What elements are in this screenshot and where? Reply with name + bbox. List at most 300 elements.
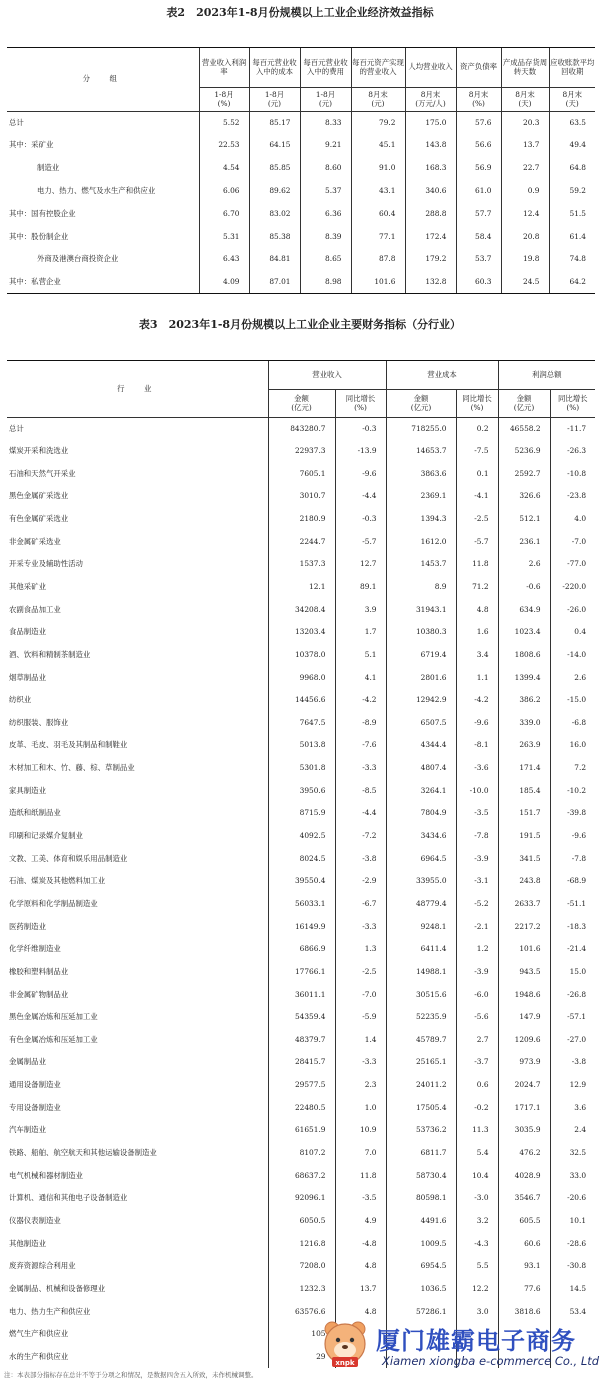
table-row	[7, 1097, 595, 1120]
table-row	[7, 848, 595, 871]
table2-col-period	[351, 88, 405, 112]
table-cell: -3.9	[456, 961, 498, 984]
table-cell: 56.9	[456, 157, 501, 180]
table-cell: 0.1	[456, 463, 498, 486]
row-label: 化学纤维制造业	[9, 944, 61, 954]
table-cell: 191.5	[498, 825, 550, 848]
table-cell: -27.0	[550, 1029, 595, 1052]
growth-unit: (%)	[354, 402, 367, 412]
table-cell: 3.9	[335, 599, 386, 622]
table-row	[7, 440, 595, 463]
table-row	[7, 870, 595, 893]
table3-industry-header: 行 业	[7, 361, 268, 418]
table-cell: 2592.7	[498, 463, 550, 486]
unit-label: (天)	[518, 98, 532, 108]
table-cell: 34208.4	[268, 599, 335, 622]
table-cell: 0.6	[456, 1074, 498, 1097]
table-cell: 77.1	[351, 225, 405, 248]
table-cell: 20.3	[501, 112, 549, 135]
table-cell: 5.5	[456, 1255, 498, 1278]
table-cell: 6507.5	[386, 712, 456, 735]
table-cell: 179.2	[405, 248, 456, 271]
row-label: 其中：私营企业	[7, 271, 199, 294]
table-cell: 341.5	[498, 848, 550, 871]
table-cell: 4092.5	[268, 825, 335, 848]
table-cell: -3.3	[335, 1051, 386, 1074]
table-cell: -14.0	[550, 644, 595, 667]
table-cell: 605.5	[498, 1210, 550, 1233]
table-cell: -3.7	[456, 1051, 498, 1074]
table-cell: 2180.9	[268, 508, 335, 531]
row-label: 黑色金属冶炼和压延加工业	[9, 1012, 98, 1022]
table-cell: 5301.8	[268, 757, 335, 780]
table-cell: -0.3	[335, 418, 386, 441]
table-cell: 10.9	[335, 1119, 386, 1142]
period-label: 1-8月	[315, 89, 336, 99]
table-cell: 5013.8	[268, 734, 335, 757]
row-label: 总计	[9, 117, 24, 127]
table2-col-period	[549, 88, 595, 112]
table-cell: 24011.2	[386, 1074, 456, 1097]
row-label: 废弃资源综合利用业	[9, 1261, 76, 1271]
table-cell: 4.1	[335, 667, 386, 690]
table-cell: 43.1	[351, 180, 405, 203]
table-cell: 2369.1	[386, 485, 456, 508]
table-cell: 973.9	[498, 1051, 550, 1074]
row-label: 酒、饮料和精制茶制造业	[9, 649, 91, 659]
table-cell: 172.4	[405, 225, 456, 248]
growth-col-header	[550, 390, 595, 418]
table-cell: 17766.1	[268, 961, 335, 984]
row-label: 其他采矿业	[9, 582, 46, 591]
table-cell: 89.62	[249, 180, 300, 203]
table-cell: -4.2	[335, 689, 386, 712]
row-label: 化学原料和化学制品制造业	[9, 898, 98, 908]
row-label: 石油和天然气开采业	[9, 468, 76, 478]
table-cell: -10.0	[456, 780, 498, 803]
table-cell: 3434.6	[386, 825, 456, 848]
table-cell: 1394.3	[386, 508, 456, 531]
table-cell: 3818.6	[498, 1300, 550, 1323]
table-cell: 71.2	[456, 576, 498, 599]
table-row	[7, 689, 595, 712]
table-cell: 8715.9	[268, 802, 335, 825]
table-cell: 57.7	[456, 203, 501, 226]
row-label: 总计	[9, 423, 24, 433]
table-cell: 1.6	[456, 621, 498, 644]
table-cell: -7.6	[335, 734, 386, 757]
row-label: 印刷和记录媒介复制业	[9, 831, 83, 841]
table-cell: 8.98	[300, 271, 351, 294]
table-cell: 29577.5	[268, 1074, 335, 1097]
table2-col-period	[501, 88, 549, 112]
table-cell: 4.0	[550, 508, 595, 531]
table-cell: 10380.3	[386, 621, 456, 644]
table-row	[7, 1074, 595, 1097]
table-cell: 49.4	[549, 134, 595, 157]
table-row	[7, 1142, 595, 1165]
table-cell: 7.2	[550, 757, 595, 780]
row-label: 金属制品业	[9, 1057, 46, 1067]
table-cell: 6.70	[199, 203, 249, 226]
table-cell: 4028.9	[498, 1165, 550, 1188]
table-cell: -30.8	[550, 1255, 595, 1278]
table-cell: 14988.1	[386, 961, 456, 984]
table-row	[7, 961, 595, 984]
table-cell: 19.8	[501, 248, 549, 271]
table-cell: 3950.6	[268, 780, 335, 803]
table-row	[7, 802, 595, 825]
growth-label: 同比增长	[345, 393, 376, 403]
table-cell: 25165.1	[386, 1051, 456, 1074]
table-cell: -15.0	[550, 689, 595, 712]
period-label: 8月末	[420, 89, 441, 99]
amount-col-header	[498, 390, 550, 418]
table-cell: -10.8	[550, 463, 595, 486]
table-cell: -18.3	[550, 916, 595, 939]
table-cell: 3.6	[550, 1097, 595, 1120]
table-cell: 4.8	[335, 1300, 386, 1323]
growth-unit: (%)	[566, 402, 580, 412]
watermark	[300, 1315, 600, 1377]
table-cell: 1717.1	[498, 1097, 550, 1120]
table-cell: 476.2	[498, 1142, 550, 1165]
amount-label: 金额	[294, 393, 309, 403]
row-label: 金属制品、机械和设备修理业	[9, 1283, 106, 1293]
row-label: 食品制造业	[9, 627, 46, 637]
table-cell: 61.4	[549, 225, 595, 248]
table-row	[7, 1165, 595, 1188]
table-row	[7, 916, 595, 939]
table-cell: -68.9	[550, 870, 595, 893]
table-row	[7, 157, 595, 180]
table2-col-period	[405, 88, 456, 112]
table3-group-header: 利润总额	[498, 361, 595, 390]
table2-col-header: 营业收入利润率	[199, 48, 249, 88]
table-cell: 59.2	[549, 180, 595, 203]
table-cell: 8024.5	[268, 848, 335, 871]
table-cell: 168.3	[405, 157, 456, 180]
table-cell: 6811.7	[386, 1142, 456, 1165]
row-label: 其他制造业	[9, 1238, 46, 1248]
row-label: 有色金属矿采选业	[9, 514, 69, 524]
table3-group-header: 营业收入	[268, 361, 386, 390]
bear-mascot-logo	[320, 1317, 370, 1371]
table-cell: -20.6	[550, 1187, 595, 1210]
table-row	[7, 621, 595, 644]
table-cell: 24.5	[501, 271, 549, 294]
table2-col-header: 每百元资产实现的营业收入	[351, 48, 405, 88]
table-cell: 91.0	[351, 157, 405, 180]
table-row	[7, 712, 595, 735]
table-cell: 7647.5	[268, 712, 335, 735]
table-cell: 4.9	[335, 1210, 386, 1233]
row-label: 电力、热力、燃气及水生产和供应业	[37, 185, 156, 195]
growth-unit: (%)	[470, 402, 484, 412]
table-cell: 32.5	[550, 1142, 595, 1165]
row-label: 黑色金属矿采选业	[9, 491, 69, 501]
table-cell: 8107.2	[268, 1142, 335, 1165]
row-label: 医药制造业	[9, 921, 46, 931]
table-cell: 8.39	[300, 225, 351, 248]
table-row	[7, 1006, 595, 1029]
table-cell: -4.3	[456, 1233, 498, 1256]
row-label: 外商及港澳台商投资企业	[37, 254, 119, 264]
table-cell: 10.4	[456, 1165, 498, 1188]
row-label: 专用设备制造业	[9, 1102, 61, 1112]
table-cell: 85.85	[249, 157, 300, 180]
table2-col-period	[300, 88, 351, 112]
table-cell: -8.1	[456, 734, 498, 757]
table-cell: -7.0	[550, 531, 595, 554]
table-cell: -2.5	[456, 508, 498, 531]
table-row	[7, 599, 595, 622]
table-cell: 843280.7	[268, 418, 335, 441]
table-cell: 6.36	[300, 203, 351, 226]
table-row	[7, 112, 595, 135]
table-cell: 22937.3	[268, 440, 335, 463]
table2-col-header: 每百元营业收入中的费用	[300, 48, 351, 88]
period-label: 8月末	[515, 89, 535, 99]
table-cell: 151.7	[498, 802, 550, 825]
table-cell: 33955.0	[386, 870, 456, 893]
table-cell: 1023.4	[498, 621, 550, 644]
table-cell: 22480.5	[268, 1097, 335, 1120]
table-cell: -39.8	[550, 802, 595, 825]
amount-unit: (亿元)	[513, 402, 535, 412]
table-cell: 9248.1	[386, 916, 456, 939]
table2-col-period	[249, 88, 300, 112]
table-cell: 16.0	[550, 734, 595, 757]
table-cell: 56.6	[456, 134, 501, 157]
table-cell: 236.1	[498, 531, 550, 554]
table-cell: 84.81	[249, 248, 300, 271]
table-cell: 8.60	[300, 157, 351, 180]
table-row	[7, 576, 595, 599]
table-cell: 7208.0	[268, 1255, 335, 1278]
table-cell: -4.8	[335, 1233, 386, 1256]
table3	[7, 360, 595, 1368]
row-label: 烟草制品业	[9, 672, 46, 682]
unit-label: (元)	[267, 98, 282, 108]
table-cell: 132.8	[405, 271, 456, 294]
table-cell: 36011.1	[268, 984, 335, 1007]
table-cell: 2217.2	[498, 916, 550, 939]
table-cell: 28415.7	[268, 1051, 335, 1074]
table-cell: 12.7	[335, 553, 386, 576]
row-label: 开采专业及辅助性活动	[9, 559, 83, 569]
table-cell: 48779.4	[386, 893, 456, 916]
table-cell: 1612.0	[386, 531, 456, 554]
table-cell: -6.7	[335, 893, 386, 916]
table-row	[7, 1051, 595, 1074]
table-cell: 85.38	[249, 225, 300, 248]
table-cell: 3264.1	[386, 780, 456, 803]
table-cell: -220.0	[550, 576, 595, 599]
table-cell: 101.6	[498, 938, 550, 961]
table-row	[7, 667, 595, 690]
table-cell: 92096.1	[268, 1187, 335, 1210]
table-cell: -10.2	[550, 780, 595, 803]
unit-label: (万元/人)	[415, 98, 446, 108]
table-cell: -7.8	[550, 848, 595, 871]
table-cell: 46558.2	[498, 418, 550, 441]
table-row	[7, 508, 595, 531]
table-cell: 54359.4	[268, 1006, 335, 1029]
table-cell: 5236.9	[498, 440, 550, 463]
amount-unit: (亿元)	[410, 402, 432, 412]
table-cell: 1216.8	[268, 1233, 335, 1256]
period-label: 8月末	[468, 89, 489, 99]
table-cell: 87.8	[351, 248, 405, 271]
table-row	[7, 757, 595, 780]
table-cell: 2024.7	[498, 1074, 550, 1097]
table-cell: 53736.2	[386, 1119, 456, 1142]
table-cell: 12.9	[550, 1074, 595, 1097]
table-cell: 11.8	[335, 1165, 386, 1188]
table-cell: -5.2	[456, 893, 498, 916]
table-cell: 9.21	[300, 134, 351, 157]
table-row	[7, 271, 595, 294]
table-cell: 3863.6	[386, 463, 456, 486]
amount-label: 金额	[413, 393, 429, 403]
table-cell: 61651.9	[268, 1119, 335, 1142]
footnote: 注：本表部分指标存在总计不等于分项之和情况，是数据四舍五入所致，未作机械调整。	[4, 1371, 258, 1379]
table-row	[7, 984, 595, 1007]
table-cell: 6.06	[199, 180, 249, 203]
table-cell: -9.6	[550, 825, 595, 848]
table-cell: 61.0	[456, 180, 501, 203]
row-label: 皮革、毛皮、羽毛及其制品和制鞋业	[9, 740, 128, 750]
table-cell: 5.31	[199, 225, 249, 248]
table-cell: 77.6	[498, 1278, 550, 1301]
table-cell: -8.5	[335, 780, 386, 803]
table2	[7, 47, 595, 294]
growth-col-header	[335, 390, 386, 418]
table-cell: 3.0	[456, 1300, 498, 1323]
table-row	[7, 531, 595, 554]
table-cell: -3.3	[335, 757, 386, 780]
table-cell: 3546.7	[498, 1187, 550, 1210]
table-cell: -7.2	[335, 825, 386, 848]
table-cell: 1.1	[456, 667, 498, 690]
unit-label: (元)	[318, 98, 333, 108]
table-cell: 68637.2	[268, 1165, 335, 1188]
table-cell: 51.5	[549, 203, 595, 226]
row-label: 橡胶和塑料制品业	[9, 966, 69, 976]
table-cell: -13.9	[335, 440, 386, 463]
table-cell: 147.9	[498, 1006, 550, 1029]
table-cell: 1232.3	[268, 1278, 335, 1301]
table-cell: 6964.5	[386, 848, 456, 871]
table-cell: -6.8	[550, 712, 595, 735]
table-cell: 339.0	[498, 712, 550, 735]
table-cell: 1.2	[456, 938, 498, 961]
table-cell: -5.7	[335, 531, 386, 554]
table-row	[7, 825, 595, 848]
table-cell: 89.1	[335, 576, 386, 599]
row-label: 水的生产和供应业	[9, 1351, 69, 1361]
row-label: 汽车制造业	[9, 1125, 46, 1135]
row-label: 其中：采矿业	[9, 140, 54, 150]
table-cell: 2244.7	[268, 531, 335, 554]
table-cell: 1453.7	[386, 553, 456, 576]
table-cell: -8.9	[335, 712, 386, 735]
table-cell: 4.8	[456, 599, 498, 622]
table-cell: 2.3	[335, 1074, 386, 1097]
table-cell: 243.8	[498, 870, 550, 893]
table-cell: 5.1	[335, 644, 386, 667]
table-cell: 1808.6	[498, 644, 550, 667]
table-cell: -2.9	[335, 870, 386, 893]
table-cell: 87.01	[249, 271, 300, 294]
table-row	[7, 180, 595, 203]
table-row	[7, 1233, 595, 1256]
table-cell: -3.6	[456, 757, 498, 780]
table-cell: -7.8	[456, 825, 498, 848]
table-row	[7, 938, 595, 961]
table-cell: 53.4	[550, 1300, 595, 1323]
table-cell: 11.8	[456, 553, 498, 576]
table-cell: 175.0	[405, 112, 456, 135]
table-cell: 1036.5	[386, 1278, 456, 1301]
table-cell: 8.9	[386, 576, 456, 599]
table2-col-header: 产成品存货周转天数	[501, 48, 549, 88]
table-cell: -77.0	[550, 553, 595, 576]
table-cell: 6411.4	[386, 938, 456, 961]
table-cell: -0.3	[335, 508, 386, 531]
table-cell: -6.0	[456, 984, 498, 1007]
table-cell: -0.6	[498, 576, 550, 599]
unit-label: (%)	[472, 98, 485, 108]
table-cell: 48379.7	[268, 1029, 335, 1052]
growth-label: 同比增长	[558, 393, 588, 403]
table-cell: -3.8	[550, 1051, 595, 1074]
table-cell: 1.4	[335, 1029, 386, 1052]
table-cell: 31943.1	[386, 599, 456, 622]
table-cell: -11.7	[550, 418, 595, 441]
table-row	[7, 248, 595, 271]
table-cell: 2.4	[550, 1119, 595, 1142]
table-cell: 1009.5	[386, 1233, 456, 1256]
growth-label: 同比增长	[462, 393, 492, 403]
table-cell: 53.7	[456, 248, 501, 271]
table2-title: 表2 2023年1-8月份规模以上工业企业经济效益指标	[166, 6, 434, 19]
table-cell: -3.5	[335, 1187, 386, 1210]
table-cell: 3.2	[456, 1210, 498, 1233]
row-label: 计算机、通信和其他电子设备制造业	[9, 1193, 128, 1203]
table-cell: -5.7	[456, 531, 498, 554]
table-cell: 13.7	[335, 1278, 386, 1301]
table-cell: 39550.4	[268, 870, 335, 893]
table-cell: 12.4	[501, 203, 549, 226]
amount-col-header	[268, 390, 335, 418]
row-label: 燃气生产和供应业	[9, 1329, 69, 1339]
table-cell: 4807.4	[386, 757, 456, 780]
table-cell: -3.5	[456, 802, 498, 825]
row-label: 仪器仪表制造业	[9, 1215, 61, 1225]
table-row	[7, 1029, 595, 1052]
watermark-title: 厦门雄霸电子商务	[376, 1327, 576, 1355]
table-cell: 14.5	[550, 1278, 595, 1301]
table-cell: -21.4	[550, 938, 595, 961]
table-cell: 63.5	[549, 112, 595, 135]
table-cell: 58.4	[456, 225, 501, 248]
table-cell: 10378.0	[268, 644, 335, 667]
table-cell: 3.4	[456, 644, 498, 667]
table-cell: 1537.3	[268, 553, 335, 576]
table-cell: 64.2	[549, 271, 595, 294]
